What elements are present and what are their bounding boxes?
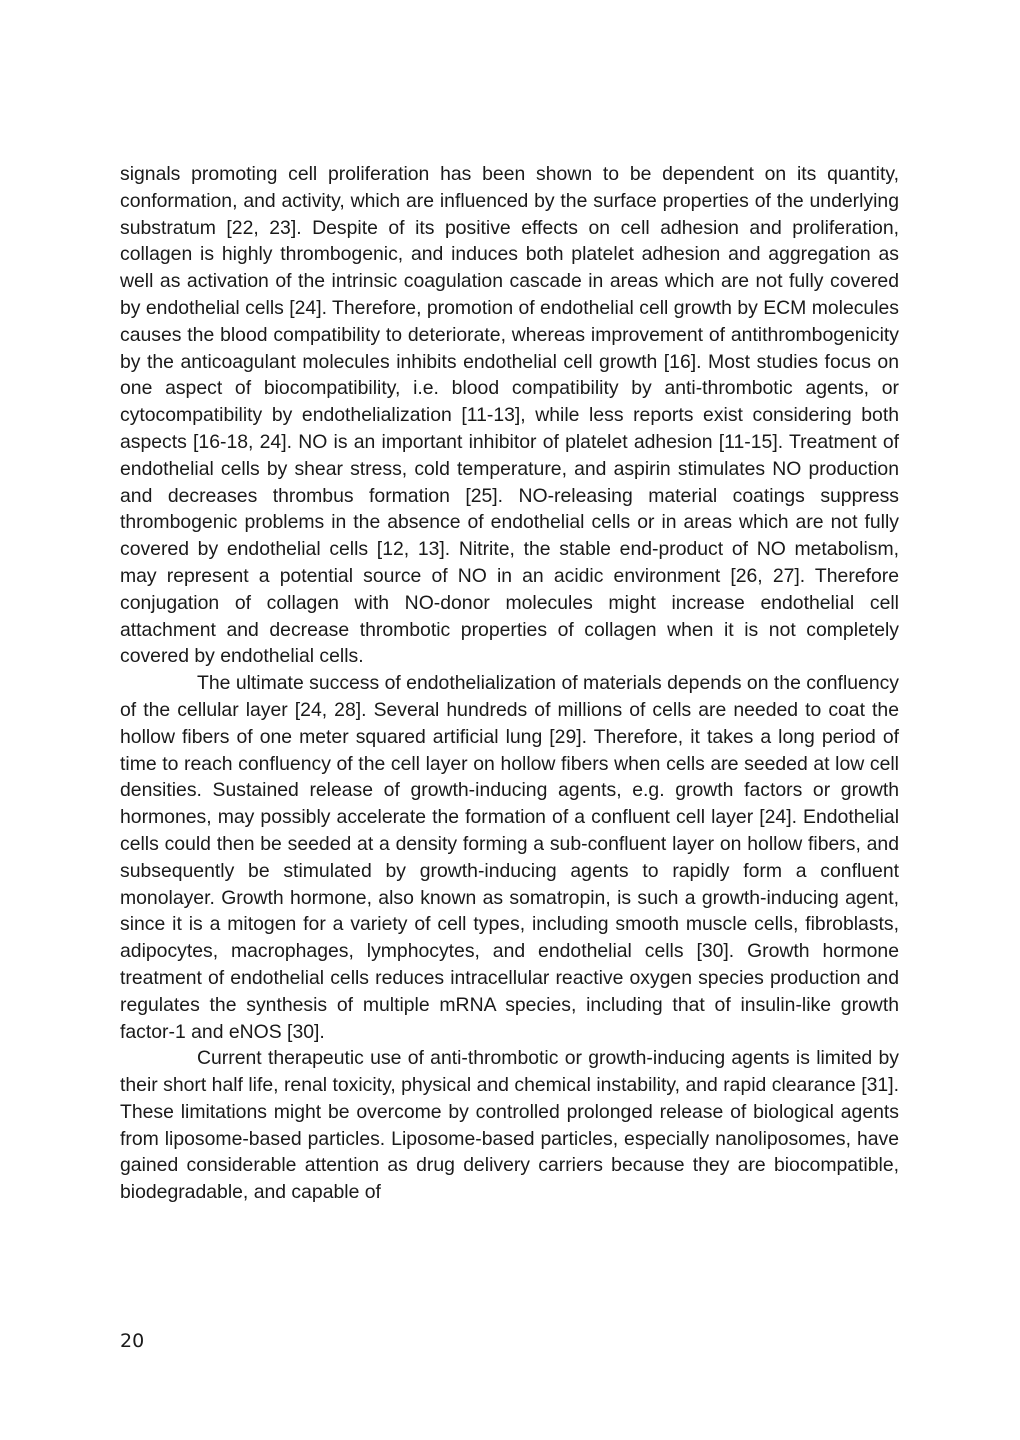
paragraph-endothelialization-confluency: The ultimate success of endothelialization of materials depends on the confluency of the cellular layer [24, 28]. Several hundreds of millions of cells are needed to coat the hollow fibers of one meter squared artificial lung [29]. Therefore, it takes a long period of time to reach confluency of the cell layer on hollow fibers when cells are seeded at low cell densities. Sustained release of growth-inducing agents, e.g. growth factors or growth hormones, may possibly accelerate the formation of a confluent cell layer [24]. Endothelial cells could then be seeded at a density forming a sub-confluent layer on hollow fibers, and subsequently be stimulated by growth-inducing agents to rapidly form a confluent monolayer. Growth hormone, also known as somatropin, is such a growth-inducing agent, since it is a mitogen for a variety of cell types, including smooth muscle cells, fibroblasts, adipocytes, macrophages, lymphocytes, and endothelial cells [30]. Growth hormone treatment of endothelial cells reduces intracellular reactive oxygen species production and regulates the synthesis of multiple mRNA species, including that of insulin-like growth factor-1 and eNOS [30]. xyxy=(120,672,899,1043)
page-number: 20 xyxy=(120,1330,145,1352)
body-text xyxy=(120,161,899,1206)
paragraph-liposome-delivery: Current therapeutic use of anti-thrombotic or growth-inducing agents is limited by their short half life, renal toxicity, physical and chemical instability, and rapid clearance [31]. These limitations might be overcome by controlled prolonged release of biological agents from liposome-based particles. Liposome-based particles, especially nanoliposomes, have gained considerable attention as drug delivery carriers because they are biocompatible, biodegradable, and capable of xyxy=(120,1047,899,1204)
paragraph-collagen-thrombogenicity: signals promoting cell proliferation has been shown to be dependent on its quantity, conformation, and activity, which are influenced by the surface properties of the underlying substratum [22, 23]. Despite of its positive effects on cell adhesion and proliferation, collagen is highly thrombogenic, and induces both platelet adhesion and aggregation as well as activation of the intrinsic coagulation cascade in areas which are not fully covered by endothelial cells [24]. Therefore, promotion of endothelial cell growth by ECM molecules causes the blood compatibility to deteriorate, whereas improvement of antithrombogenicity by the anticoagulant molecules inhibits endothelial cell growth [16]. Most studies focus on one aspect of biocompatibility, i.e. blood compatibility by anti-thrombotic agents, or cytocompatibility by endothelialization [11-13], while less reports exist considering both aspects [16-18, 24]. NO is an important inhibitor of platelet adhesion [11-15]. Treatment of endothelial cells by shear stress, cold temperature, and aspirin stimulates NO production and decreases thrombus formation [25]. NO-releasing material coatings suppress thrombogenic problems in the absence of endothelial cells or in areas which are not fully covered by endothelial cells [12, 13]. Nitrite, the stable end-product of NO metabolism, may represent a potential source of NO in an acidic environment [26, 27]. Therefore conjugation of collagen with NO-donor molecules might increase endothelial cell attachment and decrease thrombotic properties of collagen when it is not completely covered by endothelial cells. xyxy=(120,163,899,668)
